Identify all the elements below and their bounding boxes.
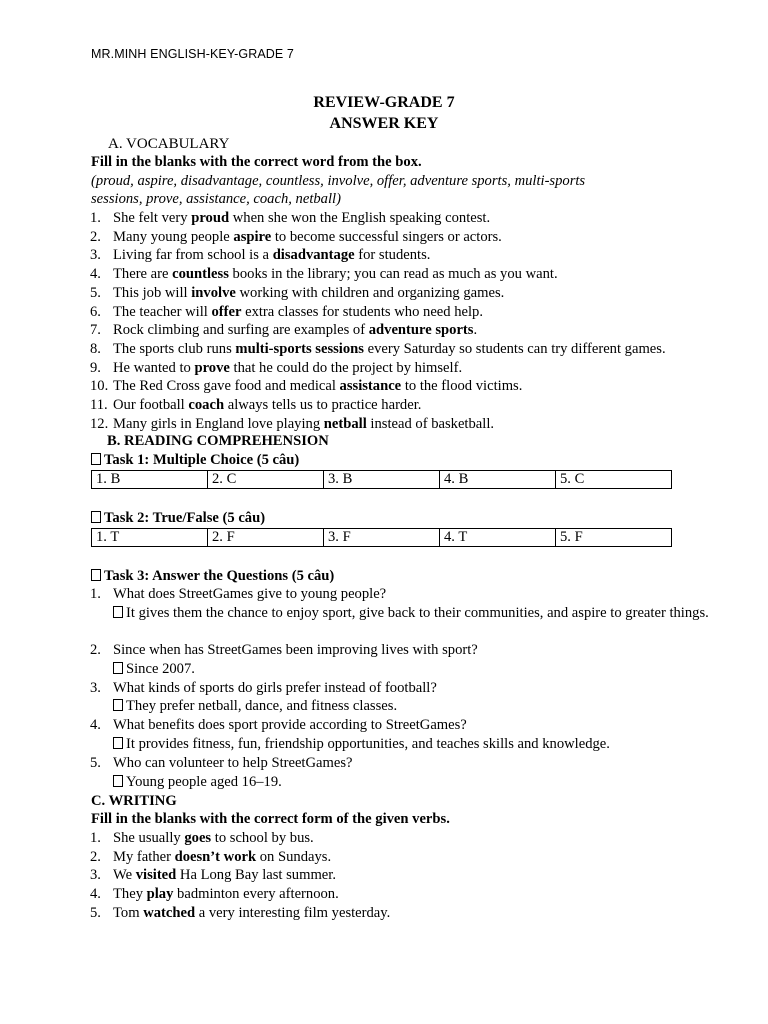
writing-item-number: 5.: [90, 904, 101, 921]
section-a-heading: A. VOCABULARY: [108, 136, 230, 152]
question-number: 5.: [90, 755, 101, 771]
word-box-line-1: (proud, aspire, disadvantage, countless, involve, offer, adventure sports, multi-sports: [91, 173, 586, 189]
vocab-item-number: 1.: [90, 210, 101, 226]
answer-text: It gives them the chance to enjoy sport, give back to their communities, and aspire to greater things.: [113, 604, 713, 622]
task-2-label: Task 2: True/False (5 câu): [91, 509, 265, 527]
task-1-cell: 4. B: [440, 471, 556, 489]
vocab-item-number: 7.: [90, 322, 101, 339]
vocab-item: She felt very proud when she won the English speaking contest.: [113, 210, 491, 226]
vocab-item-number: 11.: [90, 397, 108, 413]
page-header: MR.MINH ENGLISH-KEY-GRADE 7: [91, 47, 294, 61]
word-box-line-2: sessions, prove, assistance, coach, netball): [91, 191, 341, 207]
vocab-item-number: 2.: [90, 228, 101, 245]
question-number: 1.: [90, 586, 101, 602]
writing-item: They play badminton every afternoon.: [113, 886, 339, 903]
checkbox-icon: [113, 606, 123, 618]
writing-item-number: 1.: [90, 830, 101, 846]
vocab-answer-word: involve: [191, 284, 236, 301]
writing-item: Tom watched a very interesting film yesterday.: [113, 904, 391, 921]
vocab-answer-word: multi-sports sessions: [235, 340, 364, 357]
vocab-item: The teacher will offer extra classes for students who need help.: [113, 303, 483, 320]
task-1-cell: 3. B: [324, 471, 440, 489]
vocab-answer-word: disadvantage: [272, 247, 355, 264]
task-3-label: Task 3: Answer the Questions (5 câu): [91, 567, 334, 585]
task-1-label: Task 1: Multiple Choice (5 câu): [91, 451, 299, 469]
vocab-item: Many young people aspire to become successful singers or actors.: [113, 228, 502, 245]
section-c-instruction: Fill in the blanks with the correct form of the given verbs.: [91, 811, 450, 827]
vocab-item-number: 6.: [90, 303, 101, 320]
vocab-item-number: 5.: [90, 284, 101, 301]
task-2-cell: 2. F: [208, 529, 324, 547]
vocab-item-number: 9.: [90, 359, 101, 376]
answer-text: Young people aged 16–19.: [113, 773, 713, 791]
task-1-cell: 2. C: [208, 471, 324, 489]
question-number: 4.: [90, 717, 101, 733]
vocab-answer-word: netball: [323, 415, 367, 432]
question-number: 2.: [90, 642, 101, 658]
vocab-item-number: 3.: [90, 247, 101, 264]
task-2-answer-table: [91, 528, 672, 547]
vocab-item-number: 10.: [90, 378, 109, 395]
vocab-item: Many girls in England love playing netball instead of basketball.: [113, 415, 495, 432]
question-text: What kinds of sports do girls prefer instead of football?: [113, 680, 437, 696]
task-1-cell: 5. C: [556, 471, 672, 489]
writing-answer-word: doesn’t work: [174, 848, 257, 865]
task-2-cell: 5. F: [556, 529, 672, 547]
checkbox-icon: [113, 737, 123, 749]
vocab-answer-word: coach: [188, 397, 225, 413]
question-text: Since when has StreetGames been improving lives with sport?: [113, 642, 478, 658]
writing-item-number: 3.: [90, 867, 101, 884]
task-1-cell: 1. B: [92, 471, 208, 489]
writing-answer-word: watched: [143, 904, 196, 921]
task-1-answer-table: [91, 470, 672, 489]
vocab-answer-word: prove: [194, 359, 230, 376]
writing-item-number: 2.: [90, 848, 101, 865]
vocab-item: There are countless books in the library; you can read as much as you want.: [113, 266, 558, 283]
writing-answer-word: visited: [135, 867, 177, 884]
vocab-item-number: 12.: [90, 415, 109, 432]
checkbox-icon: [113, 662, 123, 674]
question-number: 3.: [90, 680, 101, 696]
vocab-item: He wanted to prove that he could do the project by himself.: [113, 359, 463, 376]
vocab-answer-word: aspire: [233, 228, 272, 245]
writing-item-number: 4.: [90, 886, 101, 903]
vocab-answer-word: proud: [191, 210, 230, 226]
vocab-item-number: 8.: [90, 340, 101, 357]
vocab-answer-word: adventure sports: [368, 322, 474, 339]
checkbox-icon: [91, 453, 101, 465]
document-subtitle: ANSWER KEY: [329, 115, 439, 132]
answer-text: It provides fitness, fun, friendship opportunities, and teaches skills and knowledge.: [113, 735, 713, 753]
writing-answer-word: play: [146, 886, 174, 903]
checkbox-icon: [91, 569, 101, 581]
vocab-item: This job will involve working with children and organizing games.: [113, 284, 505, 301]
task-2-cell: 1. T: [92, 529, 208, 547]
vocab-answer-word: offer: [211, 303, 242, 320]
writing-item: My father doesn’t work on Sundays.: [113, 848, 332, 865]
vocab-item-number: 4.: [90, 266, 101, 283]
vocab-answer-word: countless: [172, 266, 229, 283]
writing-answer-word: goes: [184, 830, 212, 846]
checkbox-icon: [113, 699, 123, 711]
question-text: What does StreetGames give to young people?: [113, 586, 387, 602]
section-a-instruction: Fill in the blanks with the correct word from the box.: [91, 154, 422, 170]
section-b-heading: B. READING COMPREHENSION: [107, 433, 329, 449]
checkbox-icon: [91, 511, 101, 523]
vocab-answer-word: assistance: [339, 378, 402, 395]
document-title: REVIEW-GRADE 7: [313, 94, 455, 111]
task-2-cell: 4. T: [440, 529, 556, 547]
answer-text: Since 2007.: [113, 660, 713, 678]
vocab-item: Living far from school is a disadvantage for students.: [113, 247, 431, 264]
task-2-cell: 3. F: [324, 529, 440, 547]
writing-item: We visited Ha Long Bay last summer.: [113, 867, 336, 884]
section-c-heading: C. WRITING: [91, 793, 177, 809]
vocab-item: Our football coach always tells us to practice harder.: [113, 397, 422, 413]
question-text: What benefits does sport provide according to StreetGames?: [113, 717, 467, 733]
vocab-item: Rock climbing and surfing are examples of adventure sports.: [113, 322, 478, 339]
checkbox-icon: [113, 775, 123, 787]
question-text: Who can volunteer to help StreetGames?: [113, 755, 353, 771]
vocab-item: The sports club runs multi-sports sessions every Saturday so students can try different games.: [113, 340, 666, 357]
vocab-item: The Red Cross gave food and medical assistance to the flood victims.: [113, 378, 523, 395]
writing-item: She usually goes to school by bus.: [113, 830, 314, 846]
answer-text: They prefer netball, dance, and fitness classes.: [113, 697, 713, 715]
